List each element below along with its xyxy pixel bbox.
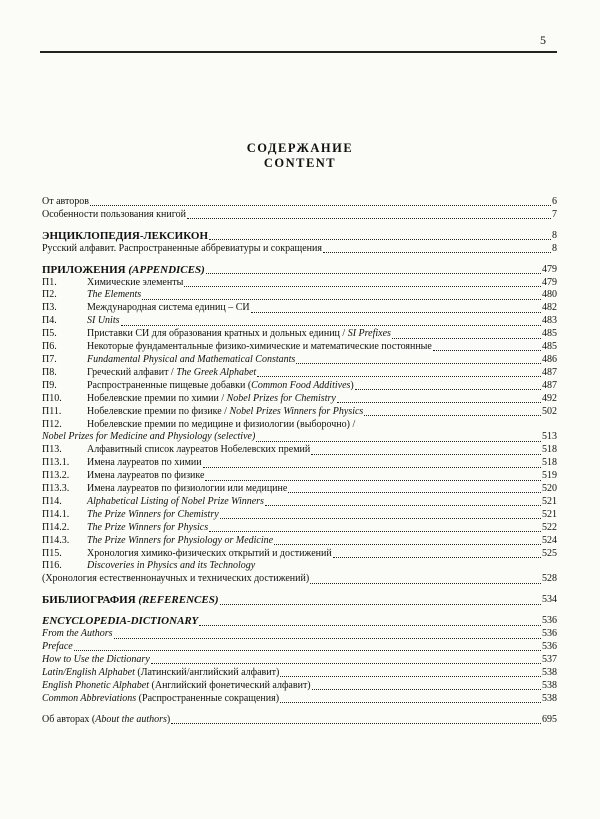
toc-title-segment: The Prize Winners for Chemistry: [87, 508, 219, 520]
toc-page-number: 524: [542, 534, 557, 546]
toc-entry-title: [42, 641, 73, 654]
toc-page-number: 479: [542, 263, 557, 275]
toc-entry-row[interactable]: [42, 693, 557, 706]
toc-page-number: 487: [542, 366, 557, 378]
toc-title-segment: Nobel Prizes Winners for Physics: [229, 405, 364, 417]
toc-entry-number: П13.3.: [42, 483, 70, 495]
toc-entry-row[interactable]: [42, 535, 557, 548]
dot-leader: [142, 299, 541, 300]
toc-title-segment: (Хронология естественнонаучных и технических достижений): [42, 573, 310, 585]
dot-leader: [392, 338, 541, 339]
toc-entry-title: [42, 615, 198, 628]
toc-entry-row[interactable]: [42, 522, 557, 535]
toc-entry-title: [87, 354, 295, 367]
toc-page-number: 519: [542, 470, 557, 482]
dot-leader: [220, 604, 542, 605]
toc-page-number: 522: [542, 521, 557, 533]
toc-entry-row[interactable]: [42, 302, 557, 315]
toc-entry-title: [87, 509, 219, 522]
section-gap: [42, 586, 557, 594]
toc-entry-title: [87, 328, 391, 341]
toc-entry-number: П8.: [42, 366, 57, 378]
toc-title-segment: Международная система единиц – СИ: [87, 302, 250, 314]
toc-title-segment: Особенности пользования книгой: [42, 208, 186, 220]
toc-entry-number: П14.: [42, 495, 62, 507]
toc-entry-row[interactable]: [42, 509, 557, 522]
toc-title-segment: Common Food Additives: [251, 379, 351, 391]
toc-entry-row[interactable]: [42, 680, 557, 693]
toc-title-segment: Fundamental Physical and Mathematical Constants: [87, 353, 296, 365]
page-number: 5: [540, 33, 546, 47]
toc-entry-row[interactable]: [42, 548, 557, 561]
toc-page-number: 538: [542, 692, 557, 704]
toc-entry-title: [42, 667, 279, 680]
dot-leader: [311, 454, 541, 455]
toc-entry-row[interactable]: [42, 654, 557, 667]
toc-entry-row[interactable]: [42, 667, 557, 680]
toc-page-number: 480: [542, 289, 557, 301]
dot-leader: [296, 363, 541, 364]
dot-leader: [323, 252, 551, 253]
dot-leader: [288, 492, 541, 493]
toc-entry-title: [42, 594, 219, 607]
toc-entry-title: [42, 654, 150, 667]
toc-entry-number: П12.: [42, 418, 62, 430]
toc-entry-row[interactable]: [42, 328, 557, 341]
toc-entry-row[interactable]: [42, 289, 557, 302]
toc-page-number: 487: [542, 379, 557, 391]
toc-page-number: 536: [542, 641, 557, 652]
toc-section-row[interactable]: [42, 594, 557, 607]
toc-page-number: 6: [552, 196, 557, 207]
dot-leader: [256, 441, 541, 442]
dot-leader: [187, 218, 551, 219]
toc-page-number: 482: [542, 302, 557, 314]
toc-title-segment: ПРИЛОЖЕНИЯ: [42, 263, 129, 276]
toc-entry-row[interactable]: [42, 470, 557, 483]
toc-title-segment: ): [350, 379, 354, 391]
toc-entry-title: [42, 264, 205, 277]
toc-entry-row[interactable]: [42, 209, 557, 222]
toc-entry-title: [87, 367, 256, 380]
toc-entry-title: [87, 548, 332, 561]
toc-entry-number: П6.: [42, 341, 57, 353]
dot-leader: [280, 702, 541, 703]
toc-entry-title: [87, 444, 310, 457]
dot-leader: [433, 350, 541, 351]
toc-page-number: 536: [542, 628, 557, 640]
toc-entry-number: П9.: [42, 379, 57, 391]
toc-title-segment: The Prize Winners for Physiology or Medicine: [87, 534, 274, 546]
toc-page-number: 528: [542, 573, 557, 585]
toc-entry-title: [87, 457, 202, 470]
toc-title-segment: Nobel Prizes for Medicine and Physiology (selective): [42, 431, 256, 443]
dot-leader: [310, 583, 541, 584]
toc-section-row[interactable]: [42, 615, 557, 628]
toc-entry-title: [87, 419, 355, 432]
toc-entry-row[interactable]: [42, 243, 557, 256]
dot-leader: [114, 638, 541, 639]
toc-entry-title: [42, 431, 255, 444]
toc-title-segment: Алфавитный список лауреатов Нобелевских премий: [87, 444, 311, 456]
toc-entry-title: [42, 573, 309, 586]
toc-entry-title: [87, 483, 287, 496]
toc-entry-row[interactable]: [42, 641, 557, 654]
toc-entry-title: [87, 406, 363, 419]
toc-entry-number: П3.: [42, 302, 57, 314]
dot-leader: [184, 286, 541, 287]
toc-title-segment: (REFERENCES): [138, 594, 219, 607]
toc-entry-number: П4.: [42, 315, 57, 327]
toc-title-segment: Имена лауреатов по физиологии или медицине: [87, 483, 288, 495]
toc-entry-row[interactable]: [42, 315, 557, 328]
toc-page-number: 525: [542, 547, 557, 559]
toc-entry-row[interactable]: [42, 393, 557, 406]
toc-page-number: 518: [542, 444, 557, 456]
toc-entry-title: [42, 230, 208, 243]
toc-title-segment: English Phonetic Alphabet: [42, 679, 150, 691]
toc-page-number: 486: [542, 353, 557, 365]
dot-leader: [274, 544, 541, 545]
toc-title-segment: Имена лауреатов по химии: [87, 457, 202, 469]
toc-page-number: 8: [552, 242, 557, 254]
toc-section-row[interactable]: [42, 230, 557, 243]
toc-entry-number: П1.: [42, 276, 57, 288]
toc-title-segment: Греческий алфавит /: [87, 366, 177, 378]
dot-leader: [203, 467, 541, 468]
toc-page-number: 485: [542, 341, 557, 353]
toc-title-segment: How to Use the Dictionary: [42, 653, 150, 665]
dot-leader: [265, 505, 541, 506]
toc-page-number: 492: [542, 392, 557, 404]
section-gap: [42, 222, 557, 230]
toc-title-segment: Nobel Prizes for Chemistry: [226, 392, 336, 404]
toc-title-segment: Распространенные пищевые добавки (: [87, 379, 252, 391]
toc-entry-title: [87, 315, 120, 328]
top-rule: [40, 51, 557, 53]
dot-leader: [312, 689, 541, 690]
toc-entry-row[interactable]: [42, 628, 557, 641]
dot-leader: [151, 663, 541, 664]
toc-title-segment: Preface: [42, 641, 73, 652]
toc-entry-row[interactable]: [42, 457, 557, 470]
toc-page-number: 7: [552, 208, 557, 220]
section-gap: [42, 256, 557, 264]
toc-entry-title: [42, 209, 186, 222]
toc-title-segment: The Prize Winners for Physics: [87, 521, 209, 533]
toc-entry-row[interactable]: [42, 444, 557, 457]
dot-leader: [121, 325, 542, 326]
toc-entry-row[interactable]: [42, 354, 557, 367]
toc-title-segment: The Elements: [87, 289, 142, 301]
toc-page-number: 695: [542, 713, 557, 725]
toc-entry-number: П10.: [42, 392, 62, 404]
toc-title-segment: From the Authors: [42, 628, 113, 640]
toc-entry-row[interactable]: [42, 406, 557, 419]
toc-entry-row[interactable]: [42, 431, 557, 444]
dot-leader: [90, 205, 551, 206]
toc-entry-number: П13.: [42, 444, 62, 456]
toc-entry-row[interactable]: [42, 341, 557, 354]
toc-page-number: 537: [542, 653, 557, 665]
dot-leader: [209, 239, 551, 240]
toc-page-number: 538: [542, 666, 557, 678]
toc-entry-title: [87, 289, 141, 302]
toc-entry-number: П13.1.: [42, 457, 70, 469]
toc-entry-number: П14.2.: [42, 521, 70, 533]
toc-title-segment: ): [166, 713, 171, 725]
dot-leader: [280, 676, 541, 677]
dot-leader: [74, 650, 541, 651]
section-gap: [42, 607, 557, 615]
dot-leader: [206, 273, 541, 274]
toc-title-segment: От авторов: [42, 196, 89, 207]
toc-title-segment: (APPENDICES): [128, 263, 205, 276]
toc-entry-row[interactable]: [42, 496, 557, 509]
toc-entry-title: [42, 693, 279, 706]
dot-leader: [199, 625, 541, 626]
toc-page-number: 479: [542, 276, 557, 288]
toc-entry-title: [87, 380, 354, 393]
toc-section-row[interactable]: [42, 264, 557, 277]
toc-page-number: 8: [552, 229, 557, 241]
toc-entry-title: [42, 680, 311, 693]
dot-leader: [333, 557, 541, 558]
toc-entry-title: [42, 243, 322, 256]
toc-entry-number: П5.: [42, 328, 57, 340]
dot-leader: [257, 376, 541, 377]
dot-leader: [251, 312, 541, 313]
toc-page-number: 513: [542, 431, 557, 443]
toc-entry-number: П15.: [42, 547, 62, 559]
toc-page-number: 534: [542, 594, 557, 606]
dot-leader: [337, 402, 541, 403]
toc-title-segment: Latin/English Alphabet: [42, 666, 135, 678]
toc-page-number: 536: [542, 615, 557, 627]
toc-entry-number: П14.1.: [42, 508, 70, 520]
toc-title-segment: Приставки СИ для образования кратных и дольных единиц /: [87, 328, 348, 340]
toc-title-segment: Нобелевские премии по химии /: [87, 392, 227, 404]
toc-title-segment: ENCYCLOPEDIA-DICTIONARY: [42, 615, 199, 628]
toc-entry-row[interactable]: [42, 483, 557, 496]
toc-entry-title: [87, 560, 255, 573]
toc-page-number: 518: [542, 457, 557, 469]
toc-page-number: 538: [542, 679, 557, 691]
toc-title-segment: (Распространенные сокращения): [136, 692, 280, 704]
toc-entry-number: П16.: [42, 560, 62, 572]
toc-entry-title: [87, 393, 336, 406]
toc-page-number: 520: [542, 483, 557, 495]
dot-leader: [220, 518, 541, 519]
toc-title-segment: Имена лауреатов по физике: [87, 470, 205, 482]
dot-leader: [364, 415, 541, 416]
toc-entry-title: [87, 302, 250, 315]
toc-title-segment: БИБЛИОГРАФИЯ: [42, 594, 139, 607]
dot-leader: [205, 480, 541, 481]
toc-page-number: 483: [542, 315, 557, 327]
table-of-contents: [42, 196, 557, 726]
toc-title-segment: Common Abbreviations: [42, 692, 137, 704]
toc-entry-title: [42, 628, 113, 641]
toc-title-segment: Химические элементы: [87, 276, 184, 288]
toc-page-number: 521: [542, 495, 557, 507]
contents-heading-en: CONTENT: [263, 156, 337, 170]
toc-entry-title: [42, 714, 170, 727]
toc-page-number: 485: [542, 328, 557, 340]
toc-entry-row[interactable]: [42, 367, 557, 380]
toc-page-number: 502: [542, 405, 557, 417]
toc-title-segment: (Английский фонетический алфавит): [149, 679, 311, 691]
dot-leader: [171, 723, 541, 724]
toc-title-segment: Об авторах (: [42, 713, 96, 725]
toc-title-segment: SI Units: [87, 315, 120, 327]
dot-leader: [355, 389, 541, 390]
toc-title-segment: Нобелевские премии по физике /: [87, 405, 230, 417]
toc-title-segment: (Латинский/английский алфавит): [134, 666, 280, 678]
toc-title-segment: Нобелевские премии по медицине и физиологии (выборочно) /: [87, 418, 356, 430]
toc-entry-row[interactable]: [42, 380, 557, 393]
toc-entry-title: [87, 277, 183, 290]
toc-title-segment: Alphabetical Listing of Nobel Prize Winners: [87, 495, 264, 507]
toc-title-segment: Хронология химико-физических открытий и достижений: [87, 547, 332, 559]
toc-entry-number: П2.: [42, 289, 57, 301]
toc-entry-row[interactable]: [42, 419, 557, 432]
toc-entry-title: [42, 196, 89, 209]
toc-entry-row[interactable]: [42, 196, 557, 209]
section-gap: [42, 706, 557, 714]
toc-entry-title: [87, 341, 432, 354]
toc-entry-row[interactable]: [42, 573, 557, 586]
toc-title-segment: ЭНЦИКЛОПЕДИЯ-ЛЕКСИКОН: [42, 229, 209, 242]
toc-entry-number: П13.2.: [42, 470, 70, 482]
toc-entry-number: П7.: [42, 353, 57, 365]
toc-entry-number: П14.3.: [42, 534, 70, 546]
toc-entry-title: [87, 496, 264, 509]
toc-entry-row[interactable]: [42, 277, 557, 290]
toc-entry-title: [87, 470, 204, 483]
toc-entry-title: [87, 535, 273, 548]
toc-entry-row[interactable]: [42, 560, 557, 573]
toc-page-number: 521: [542, 508, 557, 520]
toc-entry-number: П11.: [42, 405, 62, 417]
contents-heading-ru: СОДЕРЖАНИЕ: [246, 141, 354, 155]
toc-title-segment: The Greek Alphabet: [176, 366, 257, 378]
toc-title-segment: SI Prefixes: [347, 328, 391, 340]
dot-leader: [209, 531, 541, 532]
toc-title-segment: Русский алфавит. Распространенные аббревиатуры и сокращения: [42, 242, 322, 254]
toc-title-segment: Некоторые фундаментальные физико-химические и математические постоянные: [87, 341, 432, 353]
toc-title-segment: About the authors: [95, 713, 167, 725]
toc-entry-title: [87, 522, 208, 535]
toc-title-segment: Discoveries in Physics and its Technology: [87, 560, 256, 572]
toc-entry-row[interactable]: [42, 714, 557, 727]
